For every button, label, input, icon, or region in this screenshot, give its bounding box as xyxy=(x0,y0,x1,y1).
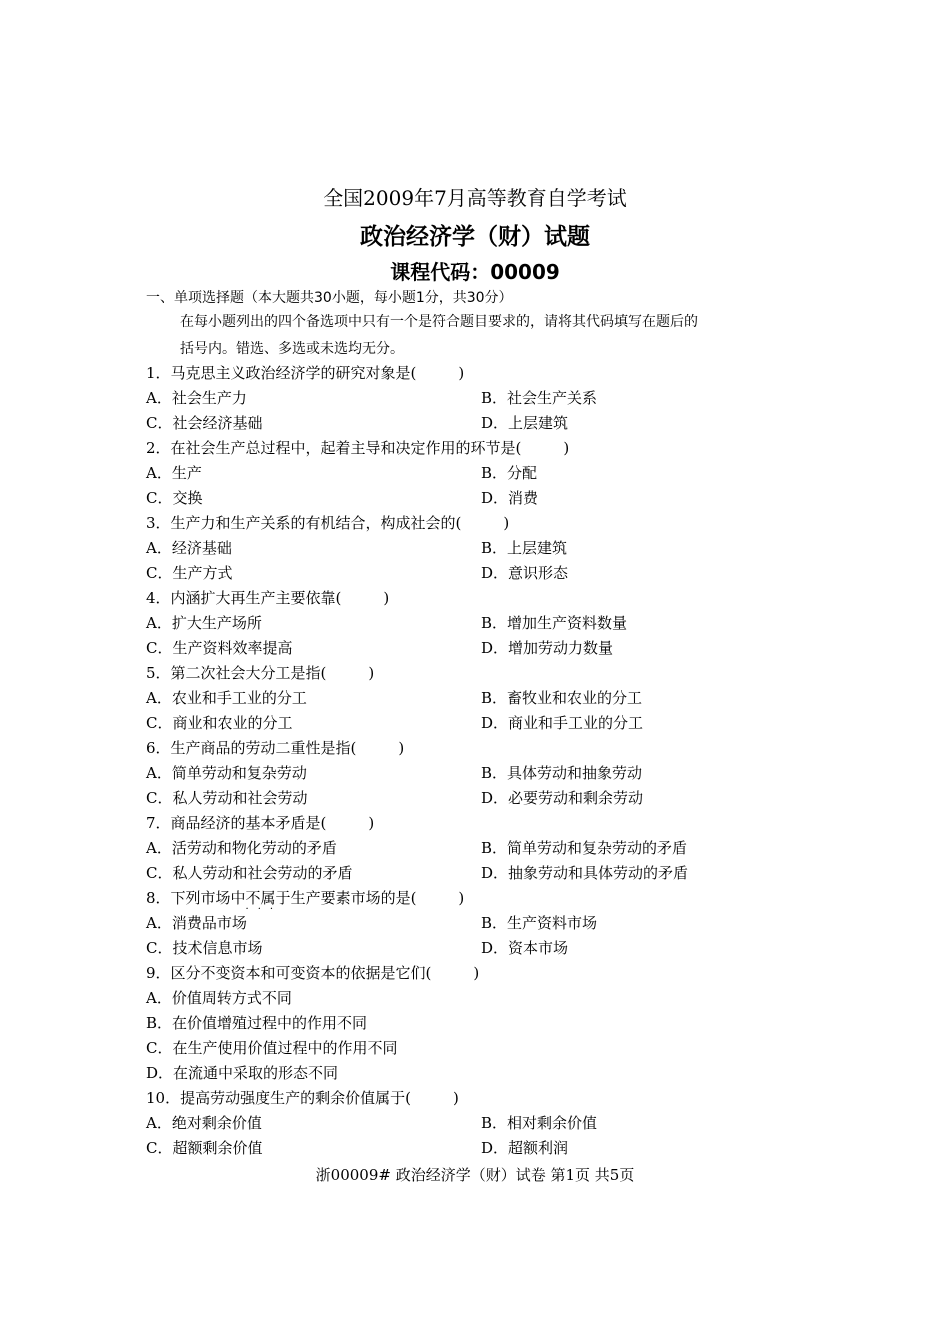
option-c: C．在生产使用价值过程中的作用不同 xyxy=(146,1039,398,1057)
option-row xyxy=(146,461,826,486)
option-row xyxy=(146,1136,826,1161)
option-b: B．增加生产资料数量 xyxy=(481,614,628,632)
option-row xyxy=(146,936,826,961)
option-d: D．增加劳动力数量 xyxy=(481,639,614,657)
option-row xyxy=(146,686,826,711)
question-stem xyxy=(146,436,826,461)
option-b: B．相对剩余价值 xyxy=(481,1114,598,1132)
option-b: B．上层建筑 xyxy=(481,539,568,557)
option-c: C．生产资料效率提高 xyxy=(146,639,293,657)
subject-title: 政治经济学（财）试题 xyxy=(360,224,590,250)
option-a: A．绝对剩余价值 xyxy=(146,1114,262,1132)
option-c: C．商业和农业的分工 xyxy=(146,714,293,732)
option-a: A．价值周转方式不同 xyxy=(146,989,292,1007)
option-row xyxy=(146,986,826,1011)
option-c: C．生产方式 xyxy=(146,564,233,582)
option-b: B．简单劳动和复杂劳动的矛盾 xyxy=(481,839,688,857)
question-stem xyxy=(146,1086,826,1111)
option-row xyxy=(146,636,826,661)
question-text: 4．内涵扩大再生产主要依靠( xyxy=(146,589,342,607)
option-b: B．具体劳动和抽象劳动 xyxy=(481,764,643,782)
emphasis-text xyxy=(245,889,291,915)
option-a: A．经济基础 xyxy=(146,539,232,557)
option-row xyxy=(146,786,826,811)
question-stem xyxy=(146,511,826,536)
option-d: D．必要劳动和剩余劳动 xyxy=(481,789,644,807)
question-text: 6．生产商品的劳动二重性是指( xyxy=(146,739,357,757)
question-text: 5．第二次社会大分工是指( xyxy=(146,664,327,682)
option-c: C．社会经济基础 xyxy=(146,414,263,432)
question-stem xyxy=(146,661,826,686)
option-row xyxy=(146,761,826,786)
option-c: C．私人劳动和社会劳动 xyxy=(146,789,308,807)
option-a: A．农业和手工业的分工 xyxy=(146,689,307,707)
question-stem xyxy=(146,961,826,986)
option-row xyxy=(146,1011,826,1036)
option-row xyxy=(146,611,826,636)
instruction-line-2: 括号内。错选、多选或未选均无分。 xyxy=(180,341,404,357)
question-list xyxy=(146,361,826,1161)
paren-close: ) xyxy=(368,814,375,832)
emphasis-dots: ·​·​· xyxy=(245,904,283,915)
question-text: 2．在社会生产总过程中，起着主导和决定作用的环节是( xyxy=(146,439,522,457)
page-footer: 浙00009# 政治经济学（财）试卷 第1页 共5页 xyxy=(315,1166,635,1184)
option-row xyxy=(146,486,826,511)
option-a: A．活劳动和物化劳动的矛盾 xyxy=(146,839,337,857)
course-code: 课程代码：00009 xyxy=(390,260,560,284)
question-stem xyxy=(146,586,826,611)
question-text-prefix: 8．下列市场中 xyxy=(146,889,246,907)
option-a: A．简单劳动和复杂劳动 xyxy=(146,764,307,782)
option-row xyxy=(146,836,826,861)
option-d: D．上层建筑 xyxy=(481,414,569,432)
option-b: B．社会生产关系 xyxy=(481,389,598,407)
question-text: 10．提高劳动强度生产的剩余价值属于( xyxy=(146,1089,411,1107)
section-heading: 一、单项选择题（本大题共30小题，每小题1分，共30分） xyxy=(146,290,513,306)
option-c: C．技术信息市场 xyxy=(146,939,263,957)
option-a: A．生产 xyxy=(146,464,202,482)
option-row xyxy=(146,411,826,436)
paren-close: ) xyxy=(452,1089,459,1107)
question-stem xyxy=(146,886,826,915)
option-b: B．在价值增殖过程中的作用不同 xyxy=(146,1014,368,1032)
option-d: D．在流通中采取的形态不同 xyxy=(146,1064,339,1082)
paren-close: ) xyxy=(458,889,465,907)
option-row xyxy=(146,536,826,561)
option-row xyxy=(146,1036,826,1061)
option-b: B．畜牧业和农业的分工 xyxy=(481,689,643,707)
option-row xyxy=(146,386,826,411)
option-row xyxy=(146,911,826,936)
question-stem xyxy=(146,361,826,386)
option-b: B．分配 xyxy=(481,464,538,482)
option-c: C．私人劳动和社会劳动的矛盾 xyxy=(146,864,353,882)
paren-close: ) xyxy=(473,964,480,982)
option-d: D．消费 xyxy=(481,489,539,507)
option-row xyxy=(146,861,826,886)
option-row xyxy=(146,561,826,586)
option-row xyxy=(146,1061,826,1086)
paren-close: ) xyxy=(503,514,510,532)
paren-close: ) xyxy=(368,664,375,682)
option-d: D．商业和手工业的分工 xyxy=(481,714,644,732)
paren-close: ) xyxy=(563,439,570,457)
option-a: A．扩大生产场所 xyxy=(146,614,262,632)
paren-close: ) xyxy=(383,589,390,607)
question-text-suffix: 生产要素市场的是( xyxy=(290,889,417,907)
option-a: A．社会生产力 xyxy=(146,389,247,407)
option-d: D．资本市场 xyxy=(481,939,569,957)
option-d: D．意识形态 xyxy=(481,564,569,582)
option-row xyxy=(146,711,826,736)
option-d: D．抽象劳动和具体劳动的矛盾 xyxy=(481,864,689,882)
paren-close: ) xyxy=(458,364,465,382)
question-text: 7．商品经济的基本矛盾是( xyxy=(146,814,327,832)
question-stem xyxy=(146,811,826,836)
option-b: B．生产资料市场 xyxy=(481,914,598,932)
question-text: 3．生产力和生产关系的有机结合，构成社会的( xyxy=(146,514,462,532)
paren-close: ) xyxy=(398,739,405,757)
option-c: C．交换 xyxy=(146,489,203,507)
question-text: 9．区分不变资本和可变资本的依据是它们( xyxy=(146,964,432,982)
option-c: C．超额剩余价值 xyxy=(146,1139,263,1157)
option-a: A．消费品市场 xyxy=(146,914,247,932)
exam-title: 全国2009年7月高等教育自学考试 xyxy=(323,186,627,210)
instruction-line-1: 在每小题列出的四个备选项中只有一个是符合题目要求的，请将其代码填写在题后的 xyxy=(180,314,698,330)
option-row xyxy=(146,1111,826,1136)
option-d: D．超额利润 xyxy=(481,1139,569,1157)
question-stem xyxy=(146,736,826,761)
emphasis-word: 不属于 xyxy=(245,889,291,907)
question-text: 1．马克思主义政治经济学的研究对象是( xyxy=(146,364,417,382)
